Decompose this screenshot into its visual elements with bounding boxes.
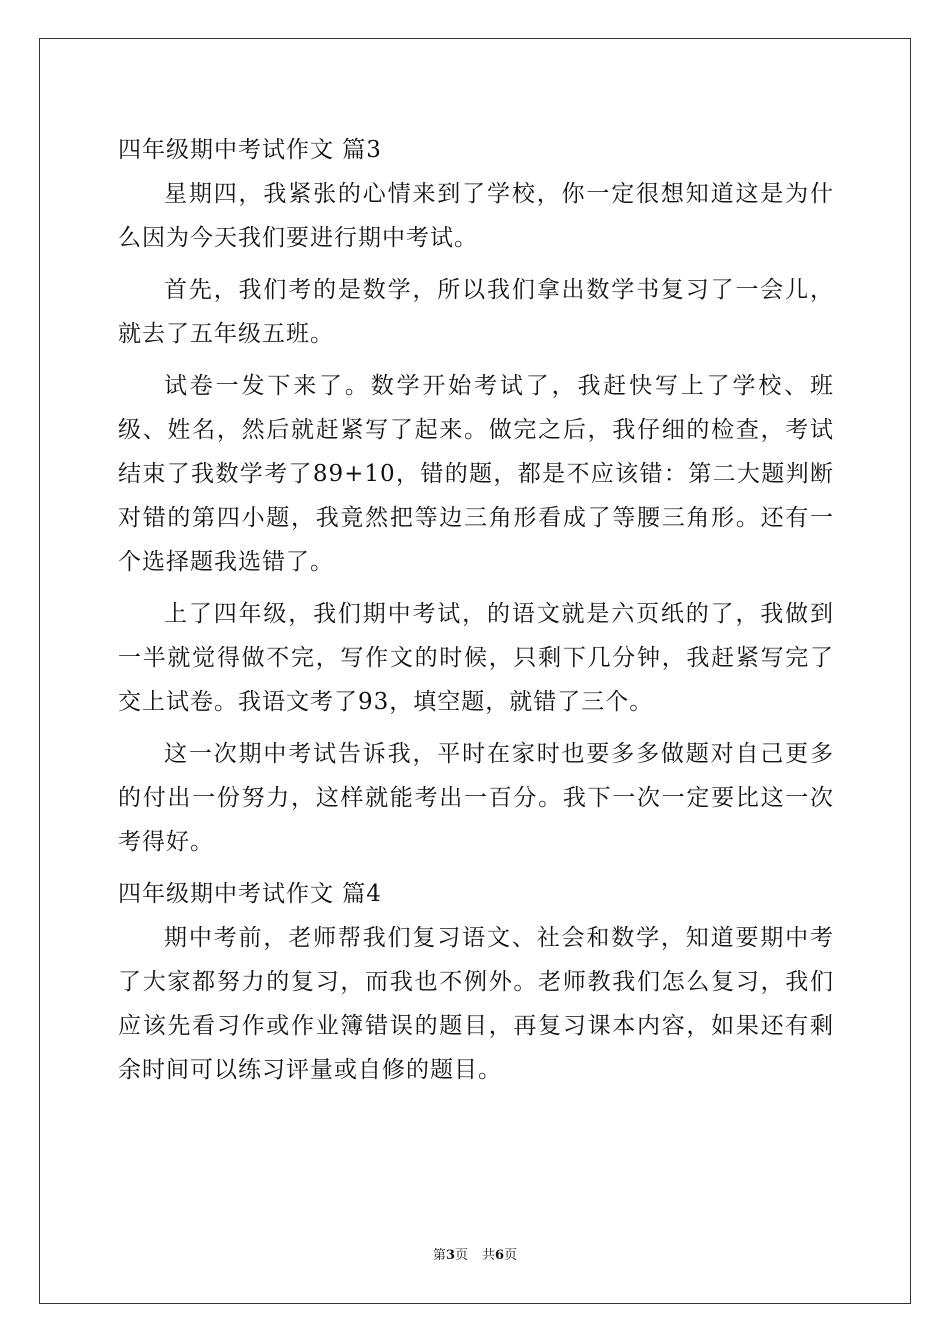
paragraph: 这一次期中考试告诉我，平时在家时也要多多做题对自己更多的付出一份努力，这样就能考出一百分。我下一次一定要比这一次考得好。 [118,741,834,855]
section-2 [118,872,834,1092]
page-total: 6 [495,1248,505,1263]
page-suffix: 页 [454,1248,468,1263]
page-footer [0,1247,950,1265]
total-suffix: 页 [504,1248,518,1263]
paragraph: 首先，我们考的是数学，所以我们拿出数学书复习了一会儿，就去了五年级五班。 [118,277,834,347]
paragraph: 上了四年级，我们期中考试，的语文就是六页纸的了，我做到一半就觉得做不完，写作文的时候，只剩下几分钟，我赶紧写完了交上试卷。我语文考了93，填空题，就错了三个。 [118,601,834,715]
paragraph: 试卷一发下来了。数学开始考试了，我赶快写上了学校、班级、姓名，然后就赶紧写了起来。做完之后，我仔细的检查，考试结束了我数学考了89+10，错的题，都是不应该错：第二大题判断对错的第四小题，我竟然把等边三角形看成了等腰三角形。还有一个选择题我选错了。 [118,373,834,575]
total-prefix: 共 [482,1248,496,1263]
paragraph: 期中考前，老师帮我们复习语文、社会和数学，知道要期中考了大家都努力的复习，而我也不例外。老师教我们怎么复习，我们应该先看习作或作业簿错误的题目，再复习课本内容，如果还有剩余时间可以练习评量或自修的题目。 [118,925,834,1083]
section-1 [118,128,834,864]
paragraph: 星期四，我紧张的心情来到了学校，你一定很想知道这是为什么因为今天我们要进行期中考试。 [118,181,834,251]
section-title: 四年级期中考试作文 篇4 [118,881,382,907]
page-current: 3 [445,1248,455,1263]
document-body [118,128,834,1100]
page-prefix: 第 [432,1248,446,1263]
section-title: 四年级期中考试作文 篇3 [118,137,382,163]
